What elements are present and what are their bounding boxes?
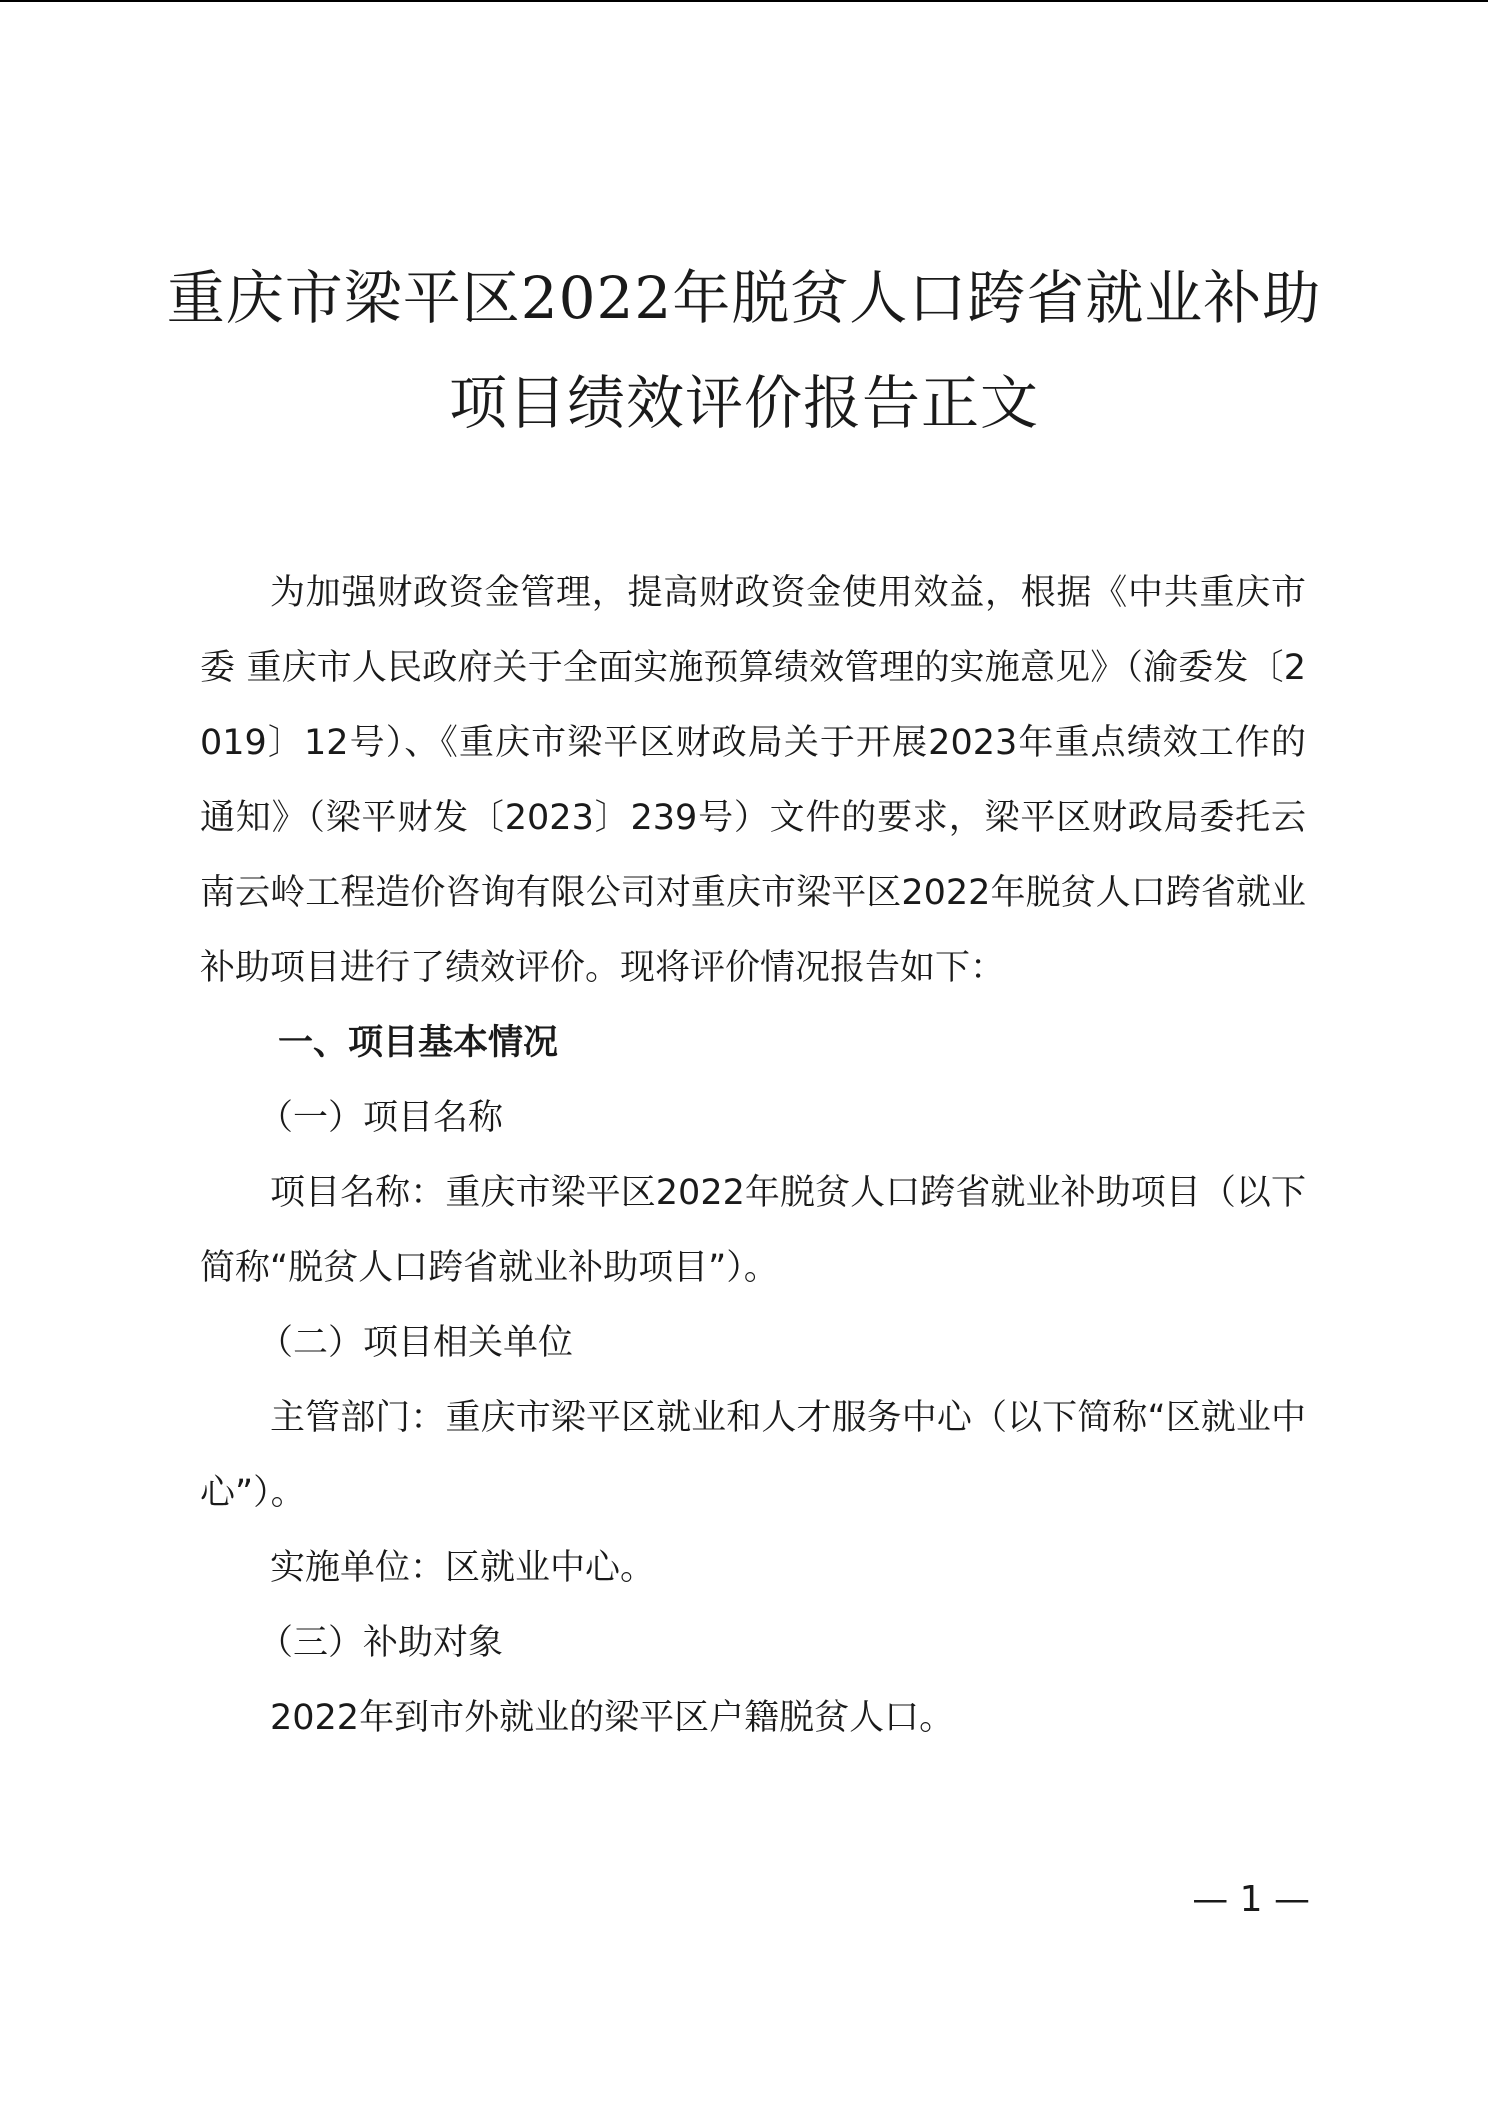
report-title-line-2: 项目绩效评价报告正文: [448, 369, 1039, 437]
project-name-paragraph: 项目名称：重庆市梁平区2022年脱贫人口跨省就业补助项目（以下简称“脱贫人口跨省就业补助项目”）。: [200, 1173, 1306, 1288]
section-heading-basic-info: 一、项目基本情况: [278, 1023, 559, 1063]
implementing-unit-paragraph: 实施单位：区就业中心。: [270, 1548, 656, 1588]
page-top-border: [0, 0, 1488, 2]
report-title-line-1: 重庆市梁平区2022年脱贫人口跨省就业补助: [166, 264, 1322, 332]
subsidy-target-paragraph: 2022年到市外就业的梁平区户籍脱贫人口。: [270, 1698, 955, 1738]
report-body: [200, 556, 1306, 1756]
subsection-heading-subsidy-target: （三）补助对象: [258, 1623, 504, 1663]
subsection-heading-related-units: （二）项目相关单位: [258, 1323, 574, 1363]
intro-paragraph: 为加强财政资金管理，提高财政资金使用效益，根据《中共重庆市委 重庆市人民政府关于全面实施预算绩效管理的实施意见》（渝委发〔2019〕12号）、《重庆市梁平区财政局关于开展2023年重点绩效工作的通知》（梁平财发〔2023〕239号）文件的要求，梁平区财政局委托云南云岭工程造价咨询有限公司对重庆市梁平区2022年脱贫人口跨省就业补助项目进行了绩效评价。现将评价情况报告如下：: [200, 573, 1306, 988]
page-number: — 1 —: [1192, 1879, 1310, 1920]
subsection-heading-project-name: （一）项目名称: [258, 1098, 504, 1138]
competent-department-paragraph: 主管部门：重庆市梁平区就业和人才服务中心（以下简称“区就业中心”）。: [200, 1398, 1306, 1513]
